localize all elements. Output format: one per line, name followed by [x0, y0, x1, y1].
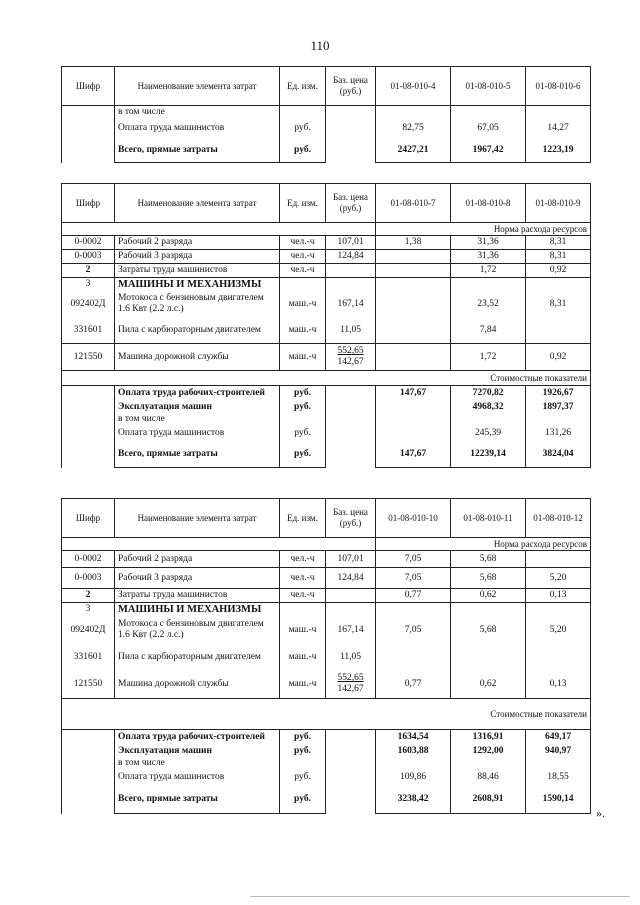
value-cell: 1603,88	[376, 744, 451, 758]
value-cell: 8,31	[526, 236, 591, 250]
section-code: 3	[62, 603, 115, 617]
value-cell: 8,31	[526, 291, 591, 317]
table-row	[62, 551, 591, 568]
value-cell: 3238,42	[376, 785, 451, 814]
table-header-row	[62, 184, 591, 223]
value-cell: 245,39	[451, 425, 526, 441]
value-cell: 4968,32	[451, 400, 526, 414]
unit-cell: маш.-ч	[280, 616, 326, 644]
section-row	[62, 278, 591, 292]
value-cell	[376, 425, 451, 441]
unit-cell: чел.-ч	[280, 568, 326, 589]
value-cell: 5,68	[451, 568, 526, 589]
unit-cell: руб.	[280, 785, 326, 814]
value-cell: 147,67	[376, 386, 451, 401]
name-cell: Рабочий 2 разряда	[115, 236, 280, 250]
value-cell: 0,77	[376, 589, 451, 603]
header-column: 01-08-010-5	[451, 67, 526, 106]
cost-subheader: Стоимостные показатели	[62, 371, 591, 386]
name-cell: Рабочий 3 разряда	[115, 568, 280, 589]
unit-cell: маш.-ч	[280, 644, 326, 670]
value-cell: 88,46	[451, 769, 526, 785]
worker-pay-label: Оплата труда рабочих-строителей	[115, 730, 280, 745]
name-cell: Машина дорожной службы	[115, 670, 280, 699]
header-unit: Ед. изм.	[280, 184, 326, 223]
code-cell: 0-0003	[62, 568, 115, 589]
unit-cell: чел.-ч	[280, 551, 326, 568]
price-cell: 124,84	[326, 568, 376, 589]
total-label: Всего, прямые затраты	[115, 441, 280, 468]
value-cell: 147,67	[376, 441, 451, 468]
value-cell: 1590,14	[526, 785, 591, 814]
value-cell: 1897,37	[526, 400, 591, 414]
table-row	[62, 264, 591, 278]
table-row	[62, 644, 591, 670]
value-cell: 5,68	[451, 616, 526, 644]
unit-cell: руб.	[280, 441, 326, 468]
value-cell: 12239,14	[451, 441, 526, 468]
header-column: 01-08-010-11	[451, 499, 526, 538]
value-cell: 7270,82	[451, 386, 526, 401]
subheader-row	[62, 223, 591, 236]
operator-pay-label: Оплата труда машинистов	[115, 769, 280, 785]
value-cell: 7,05	[376, 568, 451, 589]
price-cell: 167,14	[326, 291, 376, 317]
price-cell	[326, 264, 376, 278]
table-row	[62, 106, 591, 119]
unit-cell: руб.	[280, 118, 326, 138]
section-row	[62, 603, 591, 617]
value-cell	[376, 317, 451, 344]
section-code: 3	[62, 278, 115, 292]
header-name: Наименование элемента затрат	[115, 499, 280, 538]
value-cell: 1926,67	[526, 386, 591, 401]
table-row	[62, 670, 591, 699]
unit-cell: руб.	[280, 138, 326, 163]
header-code: Шифр	[62, 67, 115, 106]
value-cell: 67,05	[451, 118, 526, 138]
table-row	[62, 589, 591, 603]
price-cell: 107,01	[326, 551, 376, 568]
table-header-row	[62, 499, 591, 538]
price-cell: 552,65	[337, 673, 364, 683]
table-row	[62, 568, 591, 589]
machine-use-label: Эксплуатация машин	[115, 400, 280, 414]
value-cell: 18,55	[526, 769, 591, 785]
value-cell: 1223,19	[526, 138, 591, 163]
value-cell: 7,05	[376, 616, 451, 644]
value-cell: 0,62	[451, 589, 526, 603]
code-cell: 2	[62, 589, 115, 603]
unit-cell: руб.	[280, 730, 326, 745]
in-that-number-label: в том числе	[115, 414, 280, 425]
value-cell	[451, 644, 526, 670]
value-cell: 0,77	[376, 670, 451, 699]
value-cell: 1634,54	[376, 730, 451, 745]
total-label: Всего, прямые затраты	[115, 785, 280, 814]
value-cell	[376, 250, 451, 264]
value-cell: 3824,04	[526, 441, 591, 468]
table-row	[62, 250, 591, 264]
header-base-price: Баз. цена (руб.)	[326, 184, 376, 223]
code-cell: 0-0002	[62, 551, 115, 568]
name-cell: Затраты труда машинистов	[115, 264, 280, 278]
code-cell: 0-0002	[62, 236, 115, 250]
value-cell	[376, 344, 451, 371]
unit-cell: чел.-ч	[280, 250, 326, 264]
unit-cell: чел.-ч	[280, 589, 326, 603]
price-cell: 142,67	[337, 684, 364, 694]
value-cell: 5,68	[451, 551, 526, 568]
in-that-number-label: в том числе	[115, 106, 280, 119]
header-code: Шифр	[62, 499, 115, 538]
unit-cell: маш.-ч	[280, 344, 326, 371]
name-cell: Пила с карбюраторным двигателем	[115, 644, 280, 670]
value-cell: 131,26	[526, 425, 591, 441]
unit-cell: руб.	[280, 769, 326, 785]
value-cell: 649,17	[526, 730, 591, 745]
value-cell: 1292,00	[451, 744, 526, 758]
table-2	[61, 183, 591, 468]
name-cell: Мотокоса с бензиновым двигателем 1.6 Квт (2.2 л.с.)	[115, 616, 280, 644]
value-cell	[526, 551, 591, 568]
value-cell	[376, 291, 451, 317]
value-cell: 0,92	[526, 344, 591, 371]
unit-cell: маш.-ч	[280, 317, 326, 344]
value-cell: 0,92	[526, 264, 591, 278]
section-title: МАШИНЫ И МЕХАНИЗМЫ	[115, 603, 280, 617]
operator-pay-label: Оплата труда машинистов	[115, 425, 280, 441]
value-cell: 7,84	[451, 317, 526, 344]
code-cell: 092402Д	[62, 616, 115, 644]
header-column: 01-08-010-8	[451, 184, 526, 223]
value-cell: 31,36	[451, 236, 526, 250]
value-cell: 0,62	[451, 670, 526, 699]
table-row	[62, 616, 591, 644]
value-cell: 23,52	[451, 291, 526, 317]
total-label: Всего, прямые затраты	[115, 138, 280, 163]
table-row	[62, 344, 591, 371]
value-cell: 2427,21	[376, 138, 451, 163]
header-name: Наименование элемента затрат	[115, 184, 280, 223]
header-name: Наименование элемента затрат	[115, 67, 280, 106]
value-cell: 7,05	[376, 551, 451, 568]
value-cell: 5,20	[526, 616, 591, 644]
closing-quote: ».	[596, 806, 605, 820]
subheader-row	[62, 371, 591, 386]
header-column: 01-08-010-4	[376, 67, 451, 106]
value-cell: 940,97	[526, 744, 591, 758]
price-cell: 11,05	[326, 317, 376, 344]
table-1	[61, 66, 591, 163]
code-cell: 092402Д	[62, 291, 115, 317]
header-base-price: Баз. цена (руб.)	[326, 499, 376, 538]
subheader-row	[62, 538, 591, 551]
norm-subheader: Норма расхода ресурсов	[376, 223, 591, 236]
name-cell: Рабочий 2 разряда	[115, 551, 280, 568]
value-cell: 1,38	[376, 236, 451, 250]
header-unit: Ед. изм.	[280, 67, 326, 106]
unit-cell: чел.-ч	[280, 264, 326, 278]
unit-cell: маш.-ч	[280, 291, 326, 317]
value-cell: 1,72	[451, 344, 526, 371]
header-base-price: Баз. цена (руб.)	[326, 67, 376, 106]
name-cell: Пила с карбюраторным двигателем	[115, 317, 280, 344]
name-cell: Мотокоса с бензиновым двигателем 1.6 Квт (2.2 л.с.)	[115, 291, 280, 317]
code-cell: 121550	[62, 670, 115, 699]
section-title: МАШИНЫ И МЕХАНИЗМЫ	[115, 278, 280, 292]
header-column: 01-08-010-7	[376, 184, 451, 223]
value-cell	[526, 644, 591, 670]
value-cell: 1967,42	[451, 138, 526, 163]
value-cell: 82,75	[376, 118, 451, 138]
subheader-row	[62, 699, 591, 730]
norm-subheader: Норма расхода ресурсов	[376, 538, 591, 551]
header-code: Шифр	[62, 184, 115, 223]
machine-use-label: Эксплуатация машин	[115, 744, 280, 758]
code-cell: 121550	[62, 344, 115, 371]
value-cell: 1316,91	[451, 730, 526, 745]
unit-cell: руб.	[280, 425, 326, 441]
name-cell: Машина дорожной службы	[115, 344, 280, 371]
code-cell: 331601	[62, 317, 115, 344]
name-cell: Затраты труда машинистов	[115, 589, 280, 603]
value-cell	[376, 264, 451, 278]
table-3	[61, 498, 591, 814]
value-cell: 8,31	[526, 250, 591, 264]
name-cell: Рабочий 3 разряда	[115, 250, 280, 264]
price-cell: 552,65	[337, 346, 364, 356]
value-cell: 0,13	[526, 670, 591, 699]
table-row	[62, 236, 591, 250]
header-column: 01-08-010-6	[526, 67, 591, 106]
table-row	[62, 730, 591, 745]
value-cell: 14,27	[526, 118, 591, 138]
header-column: 01-08-010-9	[526, 184, 591, 223]
unit-cell: руб.	[280, 744, 326, 758]
table-row	[62, 317, 591, 344]
table-row	[62, 386, 591, 401]
worker-pay-label: Оплата труда рабочих-строителей	[115, 386, 280, 401]
value-cell: 1,72	[451, 264, 526, 278]
cost-subheader: Стоимостные показатели	[62, 699, 591, 730]
value-cell: 2608,91	[451, 785, 526, 814]
unit-cell: маш.-ч	[280, 670, 326, 699]
value-cell: 109,86	[376, 769, 451, 785]
price-cell: 167,14	[326, 616, 376, 644]
price-cell: 11,05	[326, 644, 376, 670]
value-cell	[376, 400, 451, 414]
code-cell: 2	[62, 264, 115, 278]
divider	[250, 896, 630, 897]
value-cell: 5,20	[526, 568, 591, 589]
header-column: 01-08-010-10	[376, 499, 451, 538]
table-header-row	[62, 67, 591, 106]
price-cell: 124,84	[326, 250, 376, 264]
value-cell	[526, 317, 591, 344]
code-cell: 331601	[62, 644, 115, 670]
price-cell: 142,67	[337, 357, 364, 367]
value-cell: 31,36	[451, 250, 526, 264]
header-unit: Ед. изм.	[280, 499, 326, 538]
value-cell: 0,13	[526, 589, 591, 603]
price-cell: 107,01	[326, 236, 376, 250]
price-cell	[326, 589, 376, 603]
header-column: 01-08-010-12	[526, 499, 591, 538]
operator-pay-label: Оплата труда машинистов	[115, 118, 280, 138]
table-row	[62, 291, 591, 317]
page-number: 110	[310, 38, 330, 53]
value-cell	[376, 644, 451, 670]
unit-cell: чел.-ч	[280, 236, 326, 250]
code-cell: 0-0003	[62, 250, 115, 264]
unit-cell: руб.	[280, 386, 326, 401]
in-that-number-label: в том числе	[115, 758, 280, 769]
unit-cell: руб.	[280, 400, 326, 414]
